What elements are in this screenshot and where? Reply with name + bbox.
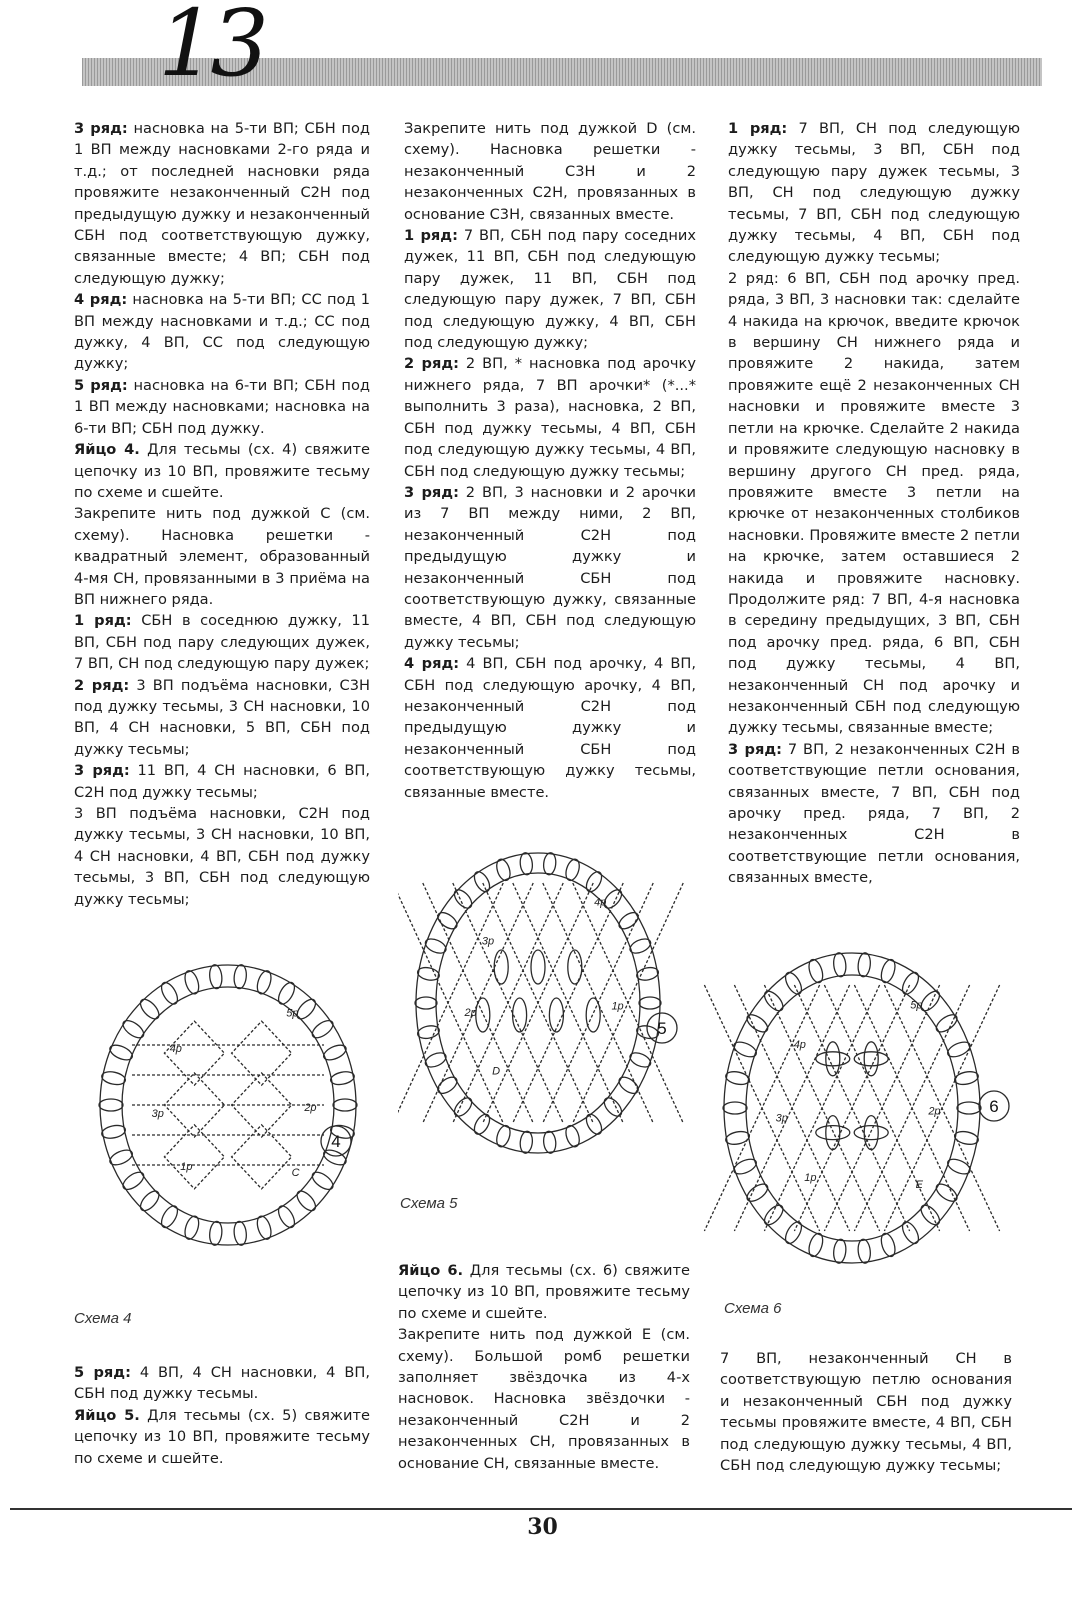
braid-loop — [416, 1024, 440, 1040]
cluster-stitch — [494, 950, 508, 984]
cluster-stitch — [476, 998, 490, 1032]
braid-loop — [209, 964, 223, 989]
paragraph-text: Закрепите нить под дужкой D (см. схему). Насновка решетки - незаконченный С3Н и 2 незаконченных С2Н, провязанных в основание С3Н, связанных вместе. — [404, 120, 696, 223]
braid-loop — [879, 1232, 898, 1259]
row-label: Е — [915, 1178, 923, 1191]
paragraph — [74, 439, 370, 503]
braid-loop — [137, 996, 162, 1022]
column-1-top — [74, 118, 370, 910]
braid-loop — [120, 1169, 146, 1193]
cluster-stitch — [549, 998, 563, 1032]
paragraph — [728, 268, 1020, 739]
braid-loop — [744, 1181, 770, 1205]
cluster-stitch — [586, 998, 600, 1032]
row-label: С — [291, 1166, 300, 1179]
braid-loop — [108, 1147, 135, 1168]
row-label: 1р — [180, 1160, 193, 1173]
paragraph-text: 2 ряд: 6 ВП, СБН под арочку пред. ряда, 3 ВП, 3 насновки так: сделайте 4 накида на крючок, введите крючок в вершину СН нижнего ряда и провяжите 2 накида, затем провяжите ещё 2 незаконченных СН насновки и провяжите вместе 3 петли на крючке. Сделайте 2 накида и провяжите следующую насновку в вершину другого СН пред. ряда, провяжите вместе 3 петли на крючке от незаконченных столбиков насновки. Провяжите вместе 2 петли на крючке, затем оставшиеся 2 накида и провяжите насновку. Продолжите ряд: 7 ВП, 4-я насновка в середину предыдущих, 3 ВП, СБН под арочку пред. ряда, 6 ВП, СБН под дужку тесьмы, 4 ВП, незаконченный СН под арочку и незаконченный СБН под следующую дужку тесьмы, связанные вместе; — [728, 269, 1020, 737]
braid-loop — [953, 1130, 979, 1147]
lattice-chain — [483, 883, 593, 1123]
bottom-rule — [10, 1508, 1072, 1510]
row-label: 2р — [928, 1105, 941, 1118]
braid-loop — [857, 952, 871, 977]
row-label: 1р — [804, 1172, 817, 1185]
scheme-number: 6 — [989, 1097, 999, 1116]
paragraph — [74, 760, 370, 803]
braid-loop — [519, 852, 533, 875]
paragraph-lead: 1 ряд: — [404, 227, 458, 245]
row-label: 5р — [286, 1007, 299, 1020]
braid-loop — [953, 1070, 979, 1087]
paragraph — [74, 289, 370, 375]
lattice-chain — [513, 883, 623, 1123]
cluster-stitch — [826, 1116, 840, 1150]
paragraph — [74, 1362, 370, 1405]
braid-loop — [182, 1214, 201, 1241]
braid-loop — [137, 1188, 162, 1214]
paragraph-lead: 3 ряд: — [74, 120, 128, 137]
paragraph-text: 3 ВП подъёма насновки, С3Н под дужку тесьмы, 3 СН насновки, 10 ВП, 4 СН насновки, 5 ВП, СБН под дужку тесьмы; — [74, 676, 370, 758]
braid-loop — [451, 887, 475, 911]
caption-scheme-4: Схема 4 — [74, 1310, 132, 1327]
paragraph-text: Для тесьмы (сх. 6) свяжите цепочку из 10 ВП, провяжите тесьму по схеме и сшейте. — [398, 1262, 690, 1322]
row-label: 4р — [169, 1042, 182, 1055]
cluster-stitch — [816, 1126, 850, 1140]
paragraph-text: 2 ВП, 3 насновки и 2 арочки из 7 ВП между ними, 2 ВП, незаконченный С2Н под предыдущую дужку и незаконченный СБН под соответствующую дужку, связанные вместе, 4 ВП, СБН под следующую дужку тесьмы; — [404, 483, 696, 651]
scheme-number: 5 — [657, 1019, 667, 1038]
paragraph-text: 7 ВП, СБН под пару соседних дужек, 11 ВП, СБН под следующую пару дужек, 11 ВП, СБН под следующую пару дужек, 7 ВП, СБН под следующую дужку, 4 ВП, СБН под следующую дужку; — [404, 227, 696, 352]
paragraph-text: 11 ВП, 4 СН насновки, 6 ВП, С2Н под дужку тесьмы; — [74, 762, 370, 801]
scheme-number: 4 — [331, 1132, 341, 1151]
braid-loop — [833, 952, 847, 977]
braid-loop — [309, 1169, 335, 1193]
column-3-bottom — [720, 1348, 1012, 1476]
paragraph — [74, 375, 370, 439]
chapter-number: 13 — [158, 0, 264, 97]
paragraph-lead: 1 ряд: — [728, 120, 788, 137]
diagram-scheme-4 — [80, 955, 380, 1260]
paragraph-text: 4 ВП, 4 СН насновки, 4 ВП, СБН под дужку тесьмы. — [74, 1364, 370, 1403]
braid-loop — [957, 1102, 981, 1114]
paragraph-text: Для тесьмы (сх. 4) свяжите цепочку из 10 ВП, провяжите тесьму по схеме и сшейте. — [74, 441, 370, 501]
paragraph — [404, 118, 696, 225]
cluster-stitch — [826, 1042, 840, 1076]
paragraph-lead: 3 ряд: — [74, 762, 130, 780]
braid-loop — [857, 1239, 871, 1264]
braid-loop — [329, 1070, 355, 1087]
paragraph-lead: Яйцо 6. — [398, 1262, 464, 1279]
caption-scheme-5: Схема 5 — [400, 1195, 458, 1212]
paragraph-text: Закрепите нить под дужкой С (см. схему). Насновка решетки - квадратный элемент, образованный 4-мя СН, провязанными в 3 приёма на ВП нижнего ряда. — [74, 505, 370, 608]
braid-loop — [435, 1074, 460, 1097]
paragraph-lead: 4 ряд: — [74, 291, 128, 309]
braid-loop — [451, 1095, 475, 1119]
paragraph — [404, 353, 696, 481]
braid-loop — [761, 988, 786, 1014]
braid-loop — [101, 1123, 127, 1140]
braid-loop — [108, 1042, 135, 1063]
braid-loop — [99, 1099, 123, 1111]
paragraph-lead: 2 ряд: — [404, 355, 459, 373]
paragraph — [398, 1260, 690, 1324]
row-label: 3р — [481, 935, 495, 948]
paragraph — [74, 118, 370, 289]
braid-loop — [583, 1112, 604, 1137]
paragraph-text: 2 ВП, * насновка под арочку нижнего ряда, 7 ВП арочки* (*...* выполнить 3 раза), насновка, 2 ВП, СБН под дужку тесьмы, 4 ВП, СБН под следующую дужку тесьмы, 4 ВП, СБН под следующую дужку тесьмы; — [404, 355, 696, 480]
paragraph-text: Закрепите нить под дужкой Е (см. схему). Большой ромб решетки заполняет звёздочка из 4-х насновок. Насновка звёздочки - незаконченный С2Н и 2 незаконченных СН, провязанных в основание СН, связанные вместе. — [398, 1326, 690, 1472]
paragraph-lead: 2 ряд: — [74, 676, 130, 694]
braid-loop — [275, 1203, 297, 1230]
paragraph-text: СБН в соседнюю дужку, 11 ВП, СБН под пару следующих дужек, 7 ВП, СН под следующую пару дужек; — [74, 612, 370, 673]
paragraph — [74, 675, 370, 761]
braid-loop — [543, 852, 557, 875]
braid-loop — [255, 1214, 274, 1241]
lattice-chain — [573, 883, 683, 1123]
paragraph — [74, 803, 370, 910]
braid-loop — [415, 997, 437, 1009]
braid-loop — [255, 969, 274, 996]
row-label: 2р — [304, 1101, 317, 1114]
braid-loop — [806, 1232, 825, 1259]
paragraph-text: 3 ВП подъёма насновки, С2Н под дужку тесьмы, 3 СН насновки, 10 ВП, 4 СН насновки, 4 ВП, СБН под дужку тесьмы, 3 ВП, СБН под следующую дужку тесьмы; — [74, 805, 370, 908]
paragraph-text: 7 ВП, незаконченный СН в соответствующую петлю основания и незаконченный СБН под дужку тесьмы провяжите вместе, 4 ВП, СБН под следующую дужку тесьмы, 4 ВП, СБН под следующую дужку тесьмы; — [720, 1350, 1012, 1475]
page-number: 30 — [527, 1514, 558, 1540]
column-1-bottom — [74, 1362, 370, 1469]
paragraph — [404, 482, 696, 653]
paragraph-text: насновка на 5-ти ВП; СС под 1 ВП между насновками и т.д.; СС под дужку, 4 ВП, СС под следующую дужку; — [74, 291, 370, 373]
braid-loop — [732, 1156, 759, 1177]
braid-loop — [616, 909, 641, 932]
braid-loop — [333, 1099, 357, 1111]
paragraph — [398, 1324, 690, 1474]
paragraph-lead: 5 ряд: — [74, 376, 128, 394]
braid-loop — [761, 1202, 786, 1228]
cluster-stitch — [864, 1116, 878, 1150]
braid-loop — [723, 1102, 747, 1114]
braid-loop — [435, 909, 460, 932]
braid-loop — [471, 1112, 492, 1137]
lattice-chain — [453, 883, 563, 1123]
row-label: 1р — [611, 1000, 624, 1013]
paragraph — [74, 1405, 370, 1469]
column-2-bottom — [398, 1260, 690, 1474]
paragraph-lead: 3 ряд: — [404, 483, 459, 501]
paragraph — [74, 610, 370, 674]
paragraph — [404, 225, 696, 353]
paragraph-lead: Яйцо 5. — [74, 1406, 140, 1424]
paragraph — [720, 1348, 1012, 1476]
caption-scheme-6: Схема 6 — [724, 1300, 782, 1317]
braid-loop — [945, 1156, 972, 1177]
braid-loop — [899, 1219, 921, 1246]
braid-loop — [120, 1017, 146, 1041]
braid-loop — [833, 1239, 847, 1264]
paragraph-text: насновка на 6-ти ВП; СБН под 1 ВП между насновками; насновка на 6-ти ВП; СБН под дужку. — [74, 376, 370, 437]
braid-loop — [899, 970, 921, 997]
paragraph-text: 4 ВП, СБН под арочку, 4 ВП, СБН под следующую арочку, 4 ВП, незаконченный С2Н под предыдущую дужку и незаконченный СБН под соответствующую дужку тесьмы, связанные вместе. — [404, 655, 696, 801]
braid-loop — [725, 1070, 751, 1087]
paragraph-lead: Яйцо 4. — [74, 441, 140, 459]
braid-loop — [158, 980, 180, 1007]
braid-loop — [583, 869, 604, 894]
column-3-top — [728, 118, 1020, 889]
braid-loop — [233, 964, 247, 989]
braid-loop — [158, 1203, 180, 1230]
braid-loop — [616, 1074, 641, 1097]
braid-loop — [233, 1221, 247, 1246]
row-label: D — [492, 1065, 501, 1078]
braid-loop — [209, 1221, 223, 1246]
braid-loop — [782, 970, 804, 997]
braid-loop — [182, 969, 201, 996]
paragraph-lead: 4 ряд: — [404, 655, 460, 673]
braid-loop — [601, 1095, 625, 1119]
braid-loop — [945, 1039, 972, 1060]
cluster-stitch — [513, 998, 527, 1032]
row-label: 3р — [775, 1112, 788, 1125]
braid-loop — [879, 958, 898, 985]
row-label: 2р — [464, 1007, 477, 1019]
braid-loop — [933, 1181, 959, 1205]
braid-loop — [519, 1131, 533, 1154]
cluster-stitch — [531, 950, 545, 984]
braid-loop — [294, 1188, 319, 1214]
paragraph-text: Для тесьмы (сх. 5) свяжите цепочку из 10 ВП, провяжите тесьму по схеме и сшейте. — [74, 1406, 370, 1467]
paragraph-text: 7 ВП, СН под следующую дужку тесьмы, 3 ВП, СБН под следующую пару дужек тесьмы, 3 ВП, СН под следующую дужку тесьмы, 7 ВП, СБН под следующую дужку тесьмы, 4 ВП, СБН под следующую дужку тесьмы; — [728, 120, 1020, 266]
cluster-stitch — [854, 1126, 888, 1140]
diagram-scheme-6 — [702, 938, 1020, 1268]
diagram-scheme-5 — [398, 843, 688, 1173]
paragraph — [728, 118, 1020, 268]
paragraph — [728, 739, 1020, 889]
paragraph — [74, 503, 370, 610]
braid-loop — [543, 1131, 557, 1154]
paragraph-text: насновка на 5-ти ВП; СБН под 1 ВП между насновками 2-го ряда и т.д.; от последней насновки ряда провяжите незаконченный С2Н под предыдущую дужку и незаконченный СБН под соответствующую дужку, связанные вместе; 4 ВП; СБН под следующую дужку; — [74, 120, 370, 287]
paragraph-lead: 5 ряд: — [74, 1364, 131, 1381]
row-label: 3р — [151, 1107, 164, 1120]
braid-loop — [732, 1039, 759, 1060]
braid-loop — [471, 869, 492, 894]
braid-loop — [639, 997, 661, 1009]
braid-loop — [275, 980, 297, 1007]
row-label: 4р — [793, 1039, 806, 1052]
paragraph — [404, 653, 696, 803]
cluster-stitch — [568, 950, 582, 984]
braid-loop — [309, 1017, 335, 1041]
braid-loop — [321, 1042, 348, 1063]
row-label: 5р — [910, 999, 923, 1012]
braid-loop — [806, 958, 825, 985]
braid-loop — [725, 1130, 751, 1147]
cluster-stitch — [864, 1042, 878, 1076]
braid-loop — [782, 1219, 804, 1246]
paragraph-text: 7 ВП, 2 незаконченных С2Н в соответствующие петли основания, связанных вместе, 7 ВП, СБН под арочку пред. ряда, 7 ВП, 2 незаконченных С2Н в соответствующие петли основания, связанных вместе, — [728, 740, 1020, 887]
column-2-top — [404, 118, 696, 803]
row-label: 4р — [594, 896, 607, 909]
braid-loop — [101, 1070, 127, 1087]
paragraph-lead: 1 ряд: — [74, 612, 132, 630]
paragraph-lead: 3 ряд: — [728, 740, 782, 758]
braid-loop — [918, 1202, 943, 1228]
